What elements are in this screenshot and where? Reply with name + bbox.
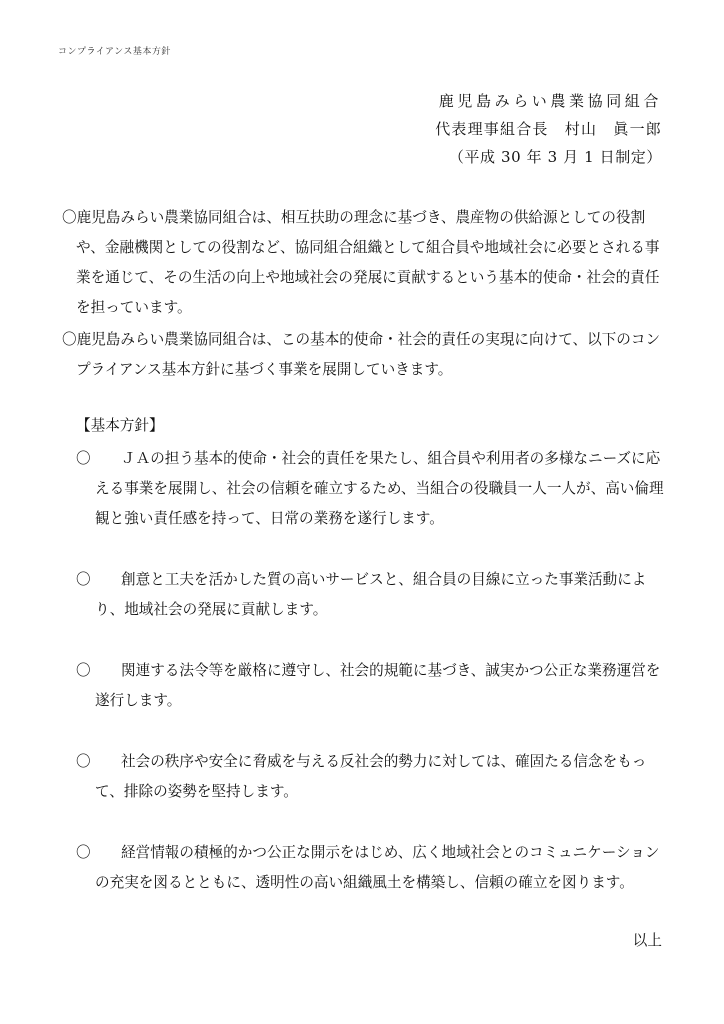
bullet-circle: 〇 xyxy=(76,844,91,861)
policy-text: ＪＡの担う基本的使命・社会的責任を果たし、組合員や利用者の多様なニーズに応える事業を展開し、社会の信頼を確立するため、当組合の役職員一人一人が、高い倫理観と強い責任感を持って、日常の業務を遂行します。 xyxy=(95,450,664,527)
policy-heading: 【基本方針】 xyxy=(76,417,164,434)
intro-text: 〇鹿児島みらい農業協同組合は、相互扶助の理念に基づき、農産物の供給源としての役割や、金融機関としての役割など、協同組合組織として組合員や地域社会に必要とされる事業を通じて、その生活の向上や地域社会の発展に貢献するという基本的使命・社会的責任を担っています。 xyxy=(62,209,660,316)
bullet-circle: 〇 xyxy=(76,753,91,770)
policy-text: 創意と工夫を活かした質の高いサービスと、組合員の目線に立った事業活動により、地域社会の発展に貢献します。 xyxy=(95,571,647,618)
closing-remark: 以上 xyxy=(632,932,662,949)
bullet-circle: 〇 xyxy=(76,662,91,679)
organization-name: 鹿児島みらい農業協同組合 xyxy=(438,92,662,110)
intro-text: 〇鹿児島みらい農業協同組合は、この基本的使命・社会的責任の実現に向けて、以下のコンプライアンス基本方針に基づく事業を展開していきます。 xyxy=(62,331,661,378)
established-date: （平成 30 年 3 月 1 日制定） xyxy=(448,148,662,166)
bullet-circle: 〇 xyxy=(76,571,91,588)
representative-name: 代表理事組合長 村山 眞一郎 xyxy=(435,120,662,138)
policy-item xyxy=(76,838,668,898)
running-header: コンプライアンス基本方針 xyxy=(58,47,171,57)
bullet-circle: 〇 xyxy=(76,450,91,467)
policy-text: 社会の秩序や安全に脅威を与える反社会的勢力に対しては、確固たる信念をもって、排除の姿勢を堅持します。 xyxy=(95,753,647,800)
intro-paragraph-2 xyxy=(62,325,668,385)
policy-item xyxy=(76,565,668,625)
policy-item xyxy=(76,656,668,716)
policy-item xyxy=(76,747,668,807)
policy-item xyxy=(76,444,668,534)
policy-text: 関連する法令等を厳格に遵守し、社会的規範に基づき、誠実かつ公正な業務運営を遂行します。 xyxy=(95,662,661,709)
policy-text: 経営情報の積極的かつ公正な開示をはじめ、広く地域社会とのコミュニケーションの充実を図るとともに、透明性の高い組織風土を構築し、信頼の確立を図ります。 xyxy=(95,844,660,891)
intro-paragraph-1 xyxy=(62,203,668,323)
